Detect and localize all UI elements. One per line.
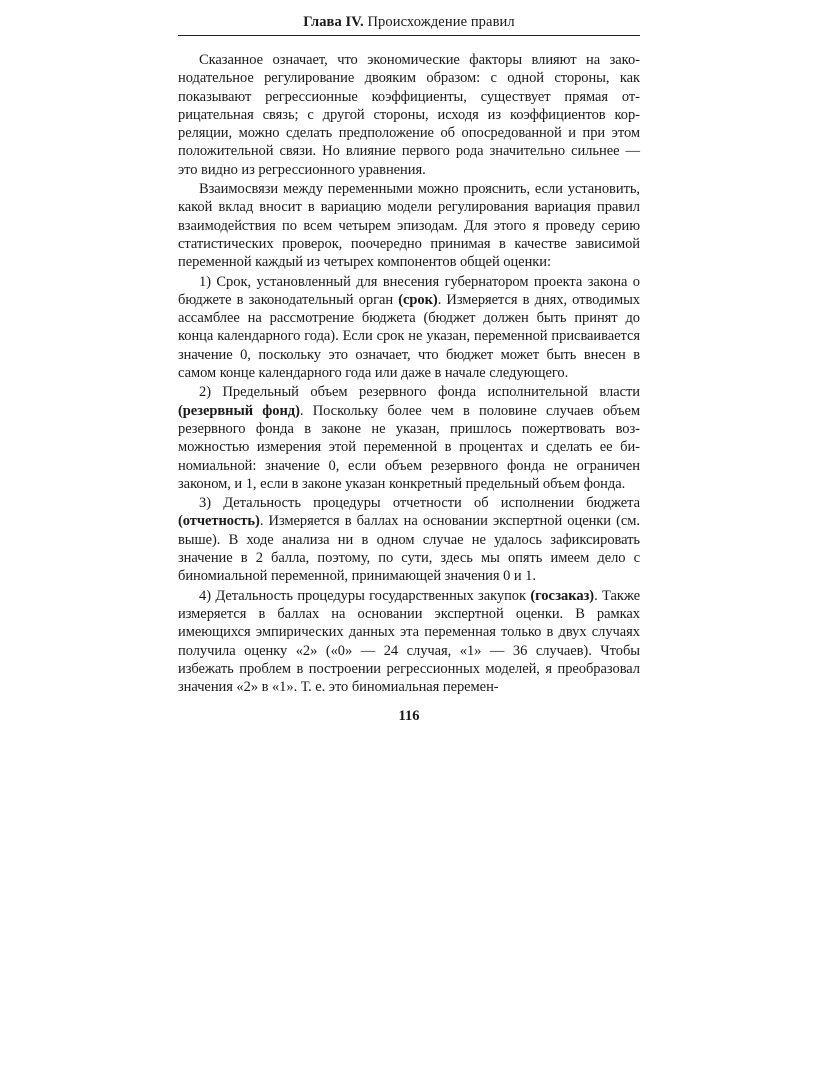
- paragraph-2-text: Взаимосвязи между переменными можно прояснить, если установить, какой вклад вносит в вариацию модели регулирования вариация правил взаимодействия по всем четырем эпизодам. Для этого я проведу серию статистических проверок, поочередно принимая в качестве зависимой переменной каждый из четырех компонентов общей оценки:: [178, 181, 640, 271]
- running-head: [178, 12, 640, 36]
- book-page: [178, 12, 640, 725]
- paragraph-3-text-b: . Измеряется в днях, отводимых ассамблее на рассмотрение бюджета (бюджет должен быть принят до конца календарного года). Если срок не указан, переменной присваивается значение 0, поскольку это означает, что бюджет может быть внесен в самом конце календарного года или даже в начале следующего.: [178, 291, 640, 382]
- paragraph-1-text: Сказанное означает, что экономические факторы влияют на законодательное регулирование двояким образом: с одной стороны, как показывают регрессионные коэффициенты, существует прямая отрицательная связь; с другой стороны, исходя из коэффициентов корреляции, можно сделать предположение об опосредованной и при этом положительной связи. Но влияние первого рода значительно сильнее — это видно из регрессионного уравнения.: [178, 52, 640, 178]
- paragraph-5-text-a: 3) Детальность процедуры отчетности об исполнении бюджета: [199, 495, 640, 512]
- chapter-title: Происхождение правил: [367, 14, 515, 30]
- paragraph-1: [178, 51, 640, 179]
- paragraph-4-reserve-fund: [178, 383, 640, 493]
- paragraph-6-text-b: . Также измеряется в баллах на основании экспертной оценки. В рамках имеющихся эмпирических данных эта переменная только в двух случаях получила оценку «2» («0» — 24 случая, «1» — 36 случаев). Чтобы избежать проблем в построении регрессионных моделей, я преобразовал значения «2» в «1». Т. е. это биномиальная перемен-: [178, 587, 640, 696]
- term-reporting: (отчетность): [178, 513, 260, 530]
- paragraph-6-procurement: [178, 587, 640, 697]
- chapter-number: Глава IV.: [303, 14, 364, 30]
- paragraph-2: [178, 180, 640, 271]
- term-srok: (срок): [398, 291, 438, 308]
- page-number: 116: [398, 708, 420, 725]
- term-procurement: (госзаказ): [530, 587, 595, 604]
- paragraph-4-text-a: 2) Предельный объем резервного фонда исполнительной власти: [199, 384, 640, 401]
- paragraph-5-text-b: . Измеряется в баллах на основании экспертной оценки (см. выше). В ходе анализа ни в одном случае не удалось зафиксировать значение в 2 балла, поэтому, по сути, здесь мы опять имеем дело с биномиальной переменной, принимающей значения 0 и 1.: [178, 513, 640, 585]
- term-reserve-fund: (резервный фонд): [178, 402, 300, 419]
- paragraph-3-text-a: 1) Срок, установленный для внесения губернатором проекта закона о бюджете в законодательный орган: [178, 273, 640, 308]
- paragraph-6-text-a: 4) Детальность процедуры государственных закупок: [199, 587, 531, 604]
- paragraph-5-reporting: [178, 494, 640, 585]
- paragraph-4-text-b: . Поскольку более чем в половине случаев объем резервного фонда в законе не указан, пришлось пожертвовать возможностью измерения этой переменной в процентах и сделать ее биномиальной: значение 0, если объем резервного фонда не ограничен законом, и 1, если в законе указан конкретный предельный объем фонда.: [178, 402, 640, 492]
- paragraph-3-deadline: [178, 273, 640, 383]
- body-text: [178, 51, 640, 696]
